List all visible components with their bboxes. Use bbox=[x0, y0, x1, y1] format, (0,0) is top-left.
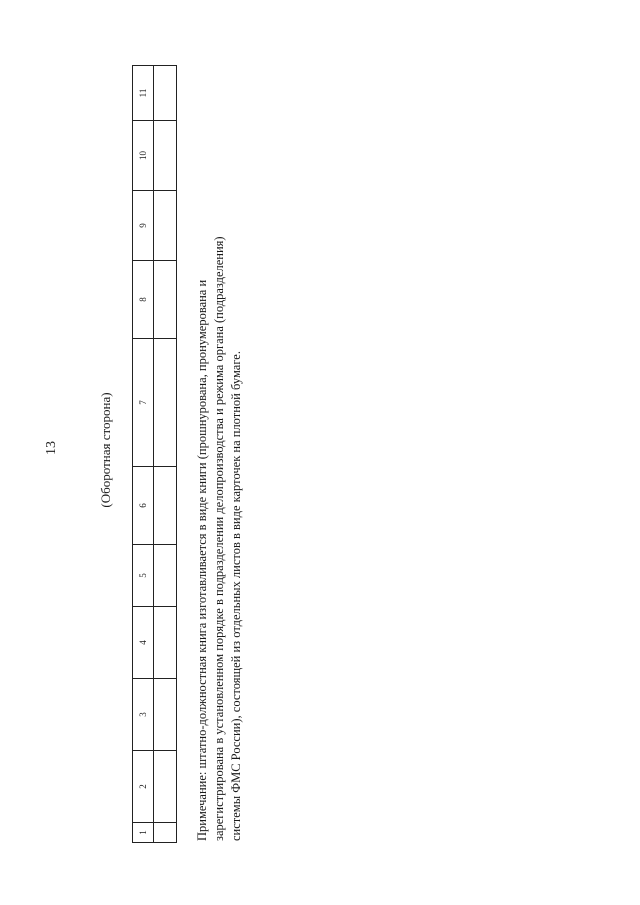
column-number-9: 9 bbox=[133, 191, 154, 261]
table-cell bbox=[154, 545, 177, 607]
table-empty-row bbox=[154, 66, 177, 843]
table-cell bbox=[154, 66, 177, 121]
table-cell bbox=[154, 751, 177, 823]
column-number-10: 10 bbox=[133, 121, 154, 191]
column-number-6: 6 bbox=[133, 467, 154, 545]
form-table bbox=[132, 65, 177, 843]
column-number-8: 8 bbox=[133, 261, 154, 339]
table-cell bbox=[154, 261, 177, 339]
column-number-7: 7 bbox=[133, 339, 154, 467]
table-cell bbox=[154, 679, 177, 751]
note-block bbox=[194, 121, 245, 841]
column-number-1: 1 bbox=[133, 823, 154, 843]
table-cell bbox=[154, 339, 177, 467]
page-number: 13 bbox=[44, 441, 59, 455]
note-line: Примечание: штатно-должностная книга изготавливается в виде книги (прошнурована, пронумерована и bbox=[195, 279, 209, 841]
table-cell bbox=[154, 191, 177, 261]
side-label: (Оборотная сторона) bbox=[98, 392, 113, 508]
table-cell bbox=[154, 467, 177, 545]
note-line: зарегистрирована в установленном порядке в подразделении делопроизводства и режима органа (подразделения) bbox=[212, 236, 226, 841]
table-cell bbox=[154, 121, 177, 191]
column-number-2: 2 bbox=[133, 751, 154, 823]
column-number-5: 5 bbox=[133, 545, 154, 607]
note-line: системы ФМС России), состоящей из отдельных листов в виде карточек на плотной бумаге. bbox=[229, 351, 243, 841]
column-number-11: 11 bbox=[133, 66, 154, 121]
table-cell bbox=[154, 607, 177, 679]
column-number-3: 3 bbox=[133, 679, 154, 751]
table-cell bbox=[154, 823, 177, 843]
column-number-4: 4 bbox=[133, 607, 154, 679]
table-header-row bbox=[133, 66, 154, 843]
